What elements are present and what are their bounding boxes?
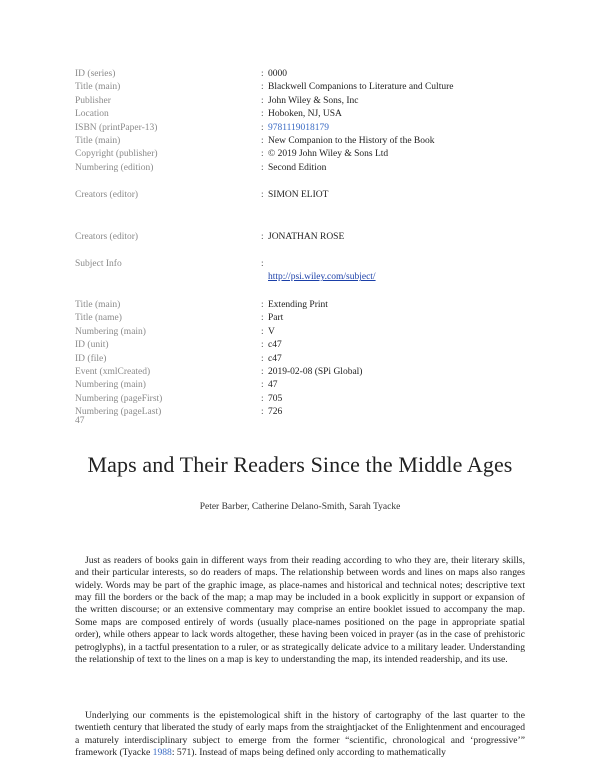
meta-separator: :	[261, 122, 264, 133]
meta-separator: :	[261, 326, 264, 337]
paragraph-text: Underlying our comments is the epistemological shift in the history of cartography of the last quarter to the twentieth century that liberated the study of early maps from the straightjacket of the Enlightenment and encouraged a maturely interdisciplinary subject to emerge from the former “scientific, chronological and ‘progressive’” framework (Tyacke	[75, 709, 525, 758]
meta-row	[75, 326, 545, 339]
chapter-number: 47	[75, 416, 85, 426]
meta-key: Title (main)	[75, 82, 121, 93]
meta-value: SIMON ELIOT	[268, 190, 329, 201]
meta-separator: :	[261, 82, 264, 93]
meta-value: © 2019 John Wiley & Sons Ltd	[268, 149, 389, 160]
meta-key: Creators (editor)	[75, 231, 139, 242]
meta-separator: :	[261, 340, 264, 351]
meta-row	[75, 135, 545, 148]
meta-separator: :	[261, 95, 264, 106]
chapter-authors: Peter Barber, Catherine Delano-Smith, Sarah Tyacke	[199, 502, 401, 512]
meta-key: ID (series)	[75, 69, 116, 79]
meta-row	[75, 406, 545, 419]
meta-key: Numbering (pageLast)	[75, 407, 162, 418]
paragraph-text: : 571). Instead of maps being defined only according to mathematically	[171, 746, 446, 758]
meta-value: 47	[268, 380, 278, 391]
meta-value: JONATHAN ROSE	[268, 231, 345, 242]
meta-key: Creators (editor)	[75, 190, 139, 201]
meta-row	[75, 122, 545, 135]
meta-key: ID (unit)	[75, 340, 109, 351]
meta-value: Blackwell Companions to Literature and Culture	[268, 82, 454, 93]
meta-key: Event (xmlCreated)	[75, 366, 151, 377]
meta-separator: :	[261, 69, 264, 79]
meta-value: 0000	[268, 69, 287, 79]
meta-value: 726	[268, 407, 283, 418]
meta-separator: :	[261, 162, 264, 173]
meta-separator: :	[261, 231, 264, 242]
meta-row	[75, 299, 545, 312]
meta-row	[75, 339, 545, 352]
meta-separator: :	[261, 313, 264, 324]
meta-key: Copyright (publisher)	[75, 149, 158, 160]
meta-value: Extending Print	[268, 299, 328, 310]
meta-separator: :	[261, 109, 264, 120]
citation-link[interactable]: 1988	[152, 746, 172, 758]
meta-key: Location	[75, 109, 109, 120]
body-paragraph-2	[75, 710, 525, 760]
meta-row-subject	[75, 258, 545, 271]
meta-value: Part	[268, 313, 284, 324]
meta-separator: :	[261, 136, 264, 147]
meta-key: Numbering (pageFirst)	[75, 393, 163, 404]
meta-row	[75, 379, 545, 392]
meta-row	[75, 312, 545, 325]
body-paragraph-1: Just as readers of books gain in different ways from their reading according to who they are, their literary skills, and their particular interests, so do readers of maps. The relationship between words and lines on maps also ranges widely. Words may be part of the graphic image, as place-names and historical and technical notes; descriptive text may fill the borders or the back of the map; a map may be included in a book explicitly in support or expansion of the written discourse; or an extensive commentary may comprise an entire booklet issued to accompany the map. Some maps are composed entirely of words (usually place-names positioned on the page in appropriate spatial order), while others appear to lack words altogether, these having been voiced in prayer (as in the case of prehistoric petroglyphs), in a tactful presentation to a ruler, or as strategically delicate advice to a military leader. Understanding the relationship of text to the lines on a map is key to understanding the map, its intended readership, and its use.	[75, 554, 525, 666]
meta-separator: :	[261, 380, 264, 391]
meta-row	[75, 353, 545, 366]
meta-row	[75, 162, 545, 175]
meta-key: Numbering (edition)	[75, 162, 154, 173]
meta-separator: :	[261, 190, 264, 201]
meta-row	[75, 393, 545, 406]
meta-key: ISBN (printPaper-13)	[75, 122, 158, 133]
meta-key: Numbering (main)	[75, 380, 146, 391]
meta-row-subject-url	[75, 271, 545, 284]
meta-separator: :	[261, 407, 264, 418]
meta-value: John Wiley & Sons, Inc	[268, 95, 359, 106]
meta-key: Title (main)	[75, 136, 121, 147]
meta-value: 2019-02-08 (SPi Global)	[268, 366, 363, 377]
meta-row	[75, 81, 545, 94]
meta-key: ID (file)	[75, 353, 107, 364]
subject-url-link[interactable]: http://psi.wiley.com/subject/	[268, 272, 376, 283]
meta-separator: :	[261, 259, 264, 270]
metadata-block	[75, 68, 545, 420]
meta-separator: :	[261, 393, 264, 404]
meta-value: New Companion to the History of the Book	[268, 136, 435, 147]
meta-separator: :	[261, 149, 264, 160]
meta-separator: :	[261, 366, 264, 377]
meta-key: Publisher	[75, 95, 111, 106]
meta-value: c47	[268, 353, 282, 364]
meta-key: Title (name)	[75, 313, 122, 324]
meta-value: Second Edition	[268, 162, 327, 173]
meta-row-editor	[75, 231, 545, 244]
meta-row	[75, 366, 545, 379]
meta-row	[75, 95, 545, 108]
meta-separator: :	[261, 299, 264, 310]
meta-value: V	[268, 326, 275, 337]
meta-row	[75, 148, 545, 161]
chapter-title: Maps and Their Readers Since the Middle Ages	[87, 452, 513, 477]
meta-row	[75, 68, 545, 81]
meta-key: Subject Info	[75, 259, 122, 270]
meta-value: c47	[268, 340, 282, 351]
isbn-link[interactable]: 9781119018179	[268, 122, 330, 133]
meta-separator: :	[261, 353, 264, 364]
meta-value: Hoboken, NJ, USA	[268, 109, 342, 120]
meta-row	[75, 108, 545, 121]
meta-value: 705	[268, 393, 283, 404]
meta-row-editor	[75, 189, 545, 202]
meta-key: Numbering (main)	[75, 326, 146, 337]
meta-key: Title (main)	[75, 299, 121, 310]
